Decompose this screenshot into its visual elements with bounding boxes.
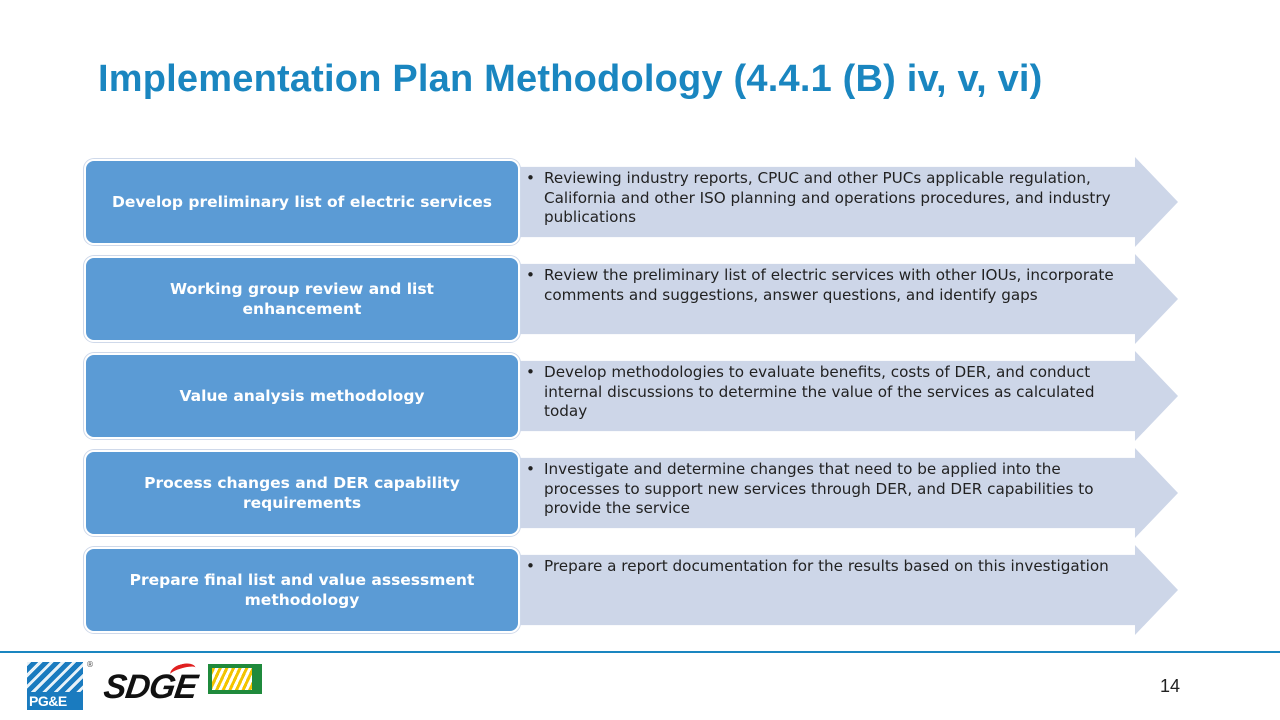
bullet-icon: • <box>526 266 535 284</box>
bullet-icon: • <box>526 460 535 478</box>
pge-logo-text: PG&E <box>29 693 67 709</box>
bullet-icon: • <box>526 557 535 575</box>
step-description-text: Develop methodologies to evaluate benefits, costs of DER, and conduct internal discussions to determine the value of the services as calculated today <box>544 363 1095 420</box>
pge-logo-stripes <box>27 662 83 692</box>
step-label-box: Value analysis methodology <box>84 353 520 439</box>
step-label-box: Working group review and list enhancement <box>84 256 520 342</box>
step-description <box>526 557 1126 577</box>
step-description <box>526 363 1126 422</box>
process-step <box>84 157 1184 247</box>
step-description-text: Reviewing industry reports, CPUC and other PUCs applicable regulation, California and other ISO planning and operations procedures, and industry publications <box>544 169 1111 226</box>
footer-rule <box>0 651 1280 653</box>
pge-logo <box>27 662 83 710</box>
bullet-icon: • <box>526 169 535 187</box>
step-description <box>526 460 1126 519</box>
sdge-logo: SDGE <box>101 668 200 706</box>
step-description-text: Prepare a report documentation for the results based on this investigation <box>544 557 1109 575</box>
process-step <box>84 545 1184 635</box>
step-label-box: Process changes and DER capability requirements <box>84 450 520 536</box>
step-description <box>526 266 1126 305</box>
step-description-text: Investigate and determine changes that need to be applied into the processes to support new services through DER, and DER capabilities to provide the service <box>544 460 1094 517</box>
step-label-box: Prepare final list and value assessment methodology <box>84 547 520 633</box>
registered-mark: ® <box>86 660 94 669</box>
bullet-icon: • <box>526 363 535 381</box>
sun-icon <box>212 668 252 690</box>
page-number: 14 <box>1160 676 1181 696</box>
process-step <box>84 351 1184 441</box>
step-description <box>526 169 1126 228</box>
process-step <box>84 254 1184 344</box>
process-step <box>84 448 1184 538</box>
step-description-text: Review the preliminary list of electric services with other IOUs, incorporate comments and suggestions, answer questions, and identify gaps <box>544 266 1114 304</box>
slide-title: Implementation Plan Methodology (4.4.1 (B) iv, v, vi) <box>98 58 1043 100</box>
step-label-box: Develop preliminary list of electric services <box>84 159 520 245</box>
socalgas-logo <box>208 664 262 694</box>
